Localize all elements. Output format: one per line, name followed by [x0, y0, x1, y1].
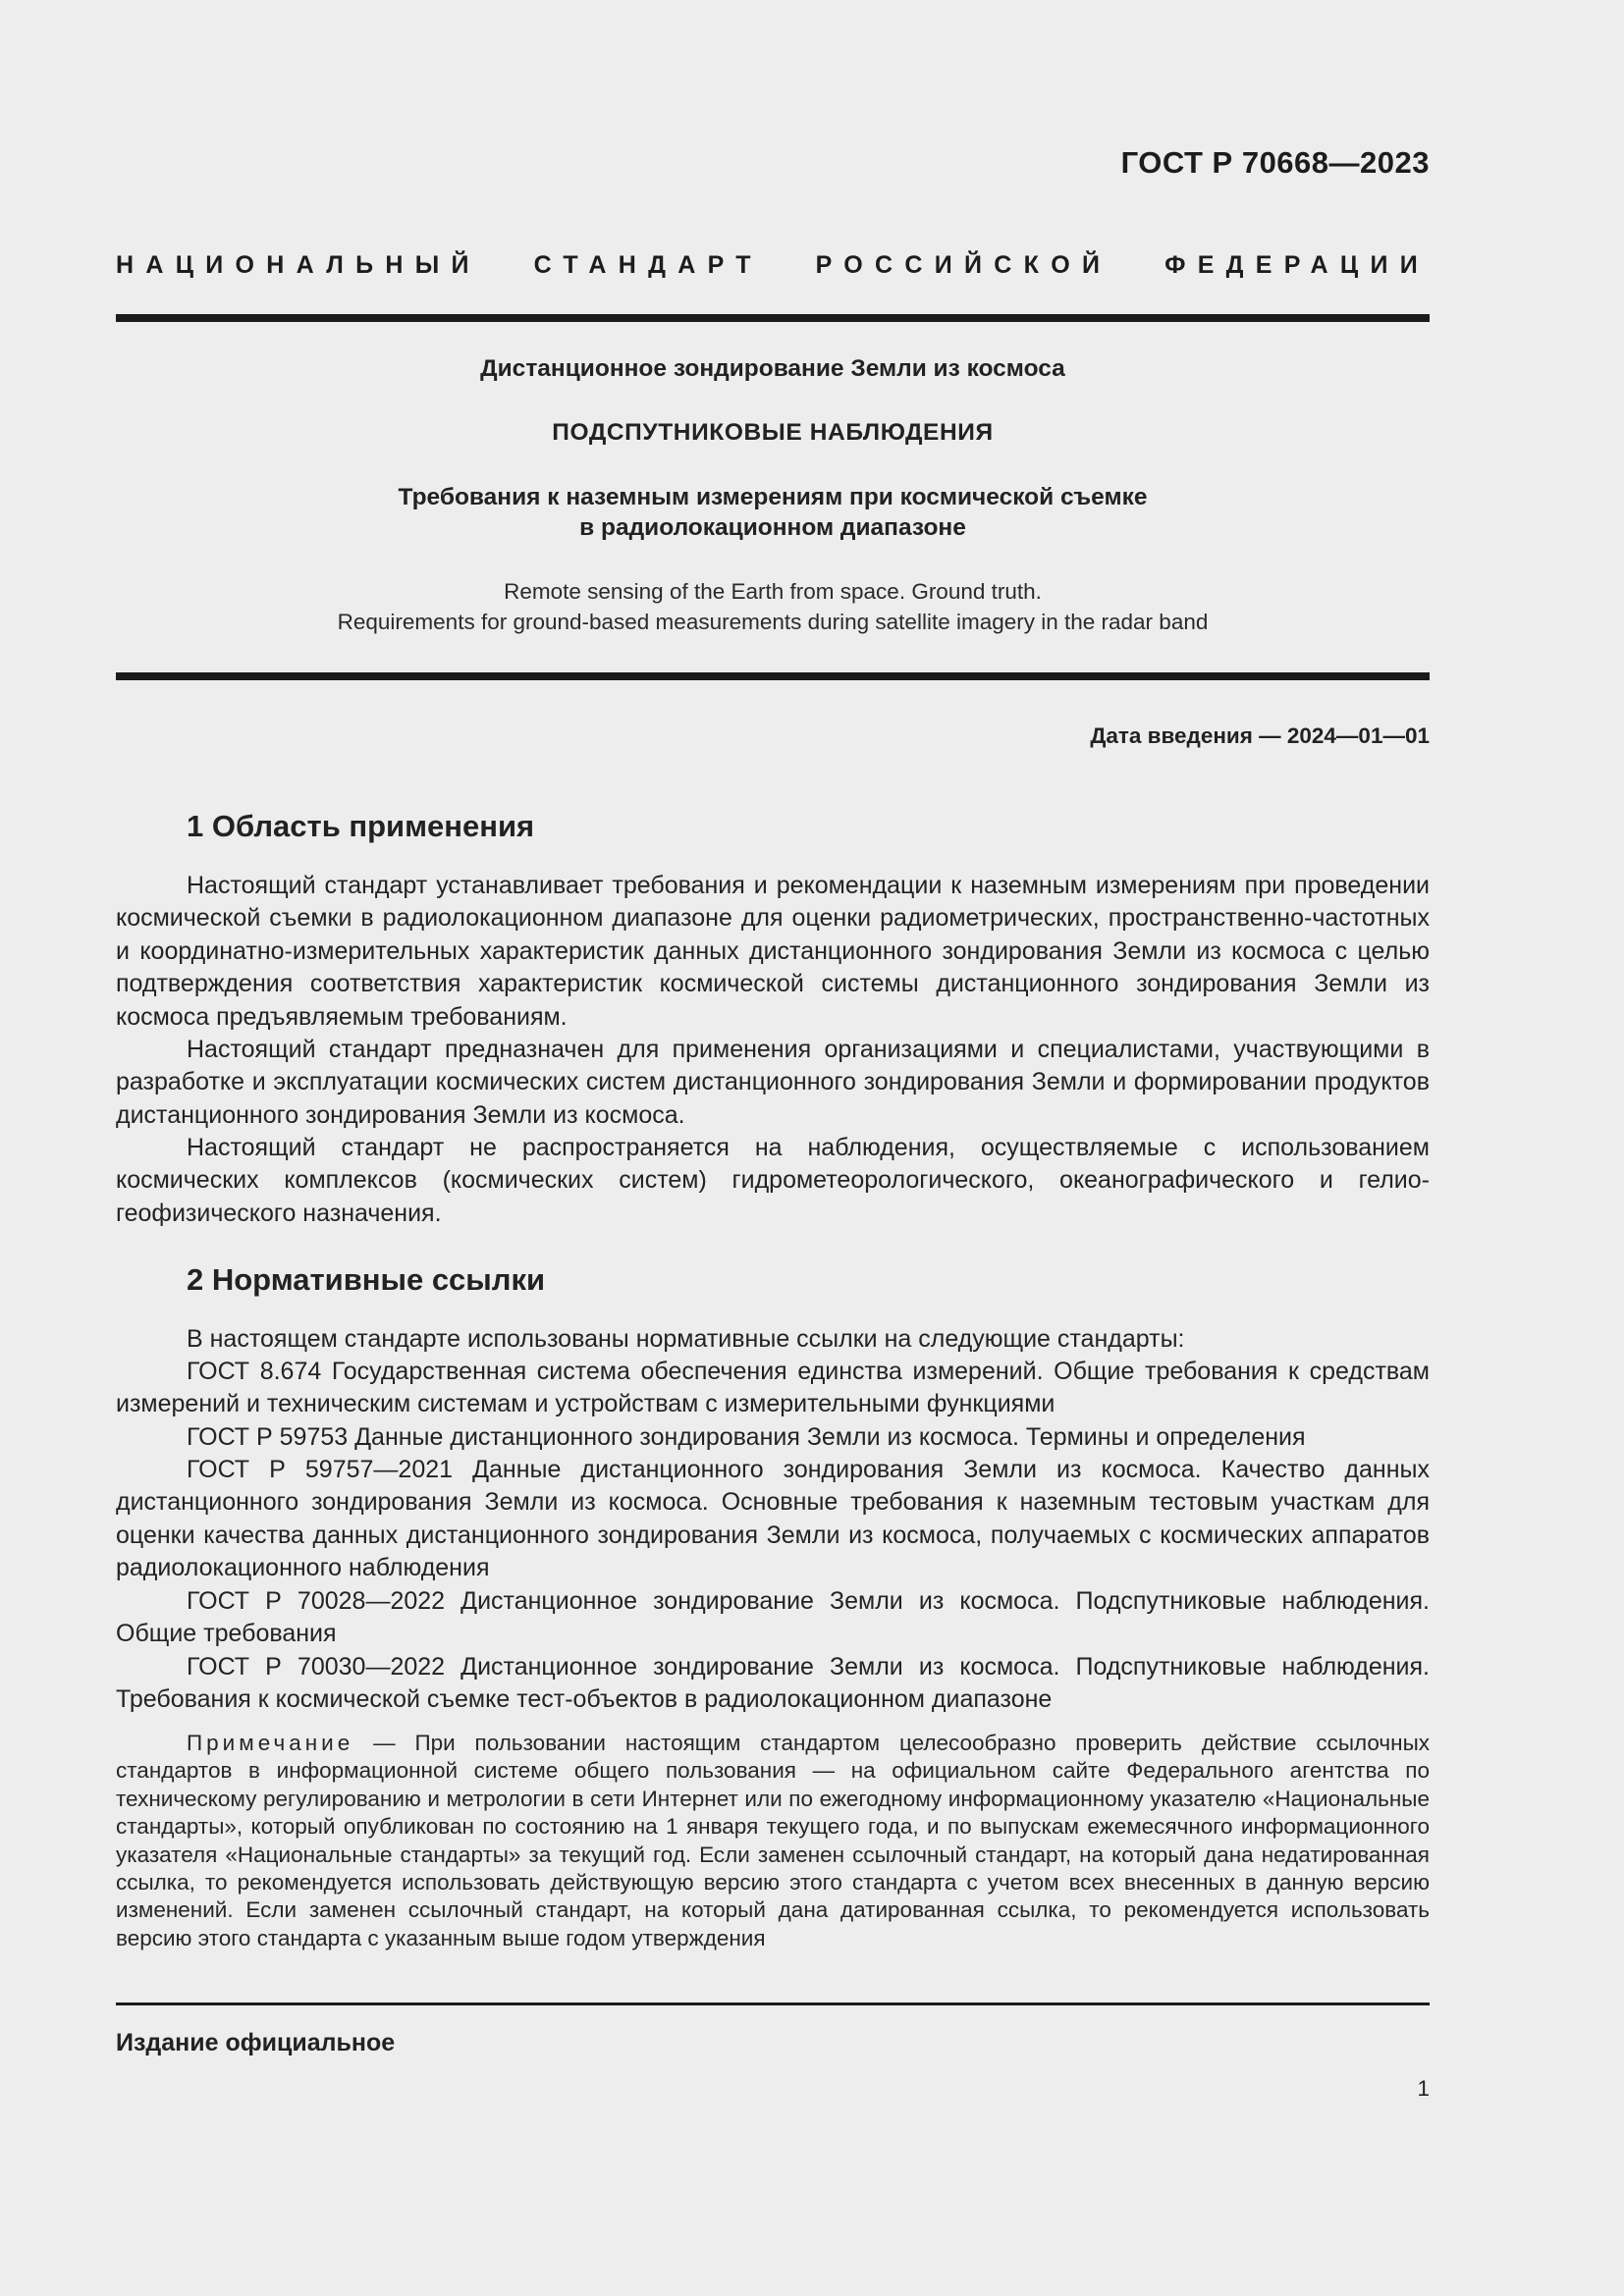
reference-item: ГОСТ Р 59757—2021 Данные дистанционного зондирования Земли из космоса. Качество данных дистанционного зондирования Земли из космоса. Основные требования к наземным тестовым участкам для оценки качества данных дистанционного зондирования Земли из космоса, получаемых с космических аппаратов радиолокационного наблюдения — [116, 1456, 1430, 1582]
reference-item: ГОСТ 8.674 Государственная система обеспечения единства измерений. Общие требования к средствам измерений и техническим системам и устройствам с измерительными функциями — [116, 1358, 1430, 1418]
title-divider — [116, 672, 1430, 680]
page-number: 1 — [1417, 2076, 1430, 2101]
section-1-heading: 1 Область применения — [187, 809, 535, 843]
note-text: — При пользовании настоящим стандартом целесообразно проверить действие ссылочных стандартов в информационной системе общего пользования — на официальном сайте Федерального агентства по техническому регулированию и метрологии в сети Интернет или по ежегодному информационному указателю «Национальные стандарты», который опубликован по состоянию на 1 января текущего года, и по выпускам ежемесячного информационного указателя «Национальные стандарты» за текущий год. Если заменен ссылочный стандарт, на который дана недатированная ссылка, то рекомендуется использовать действующую версию этого стандарта с учетом всех внесенных в данную версию изменений. Если заменен ссылочный стандарт, на который дана датированная ссылка, то рекомендуется использовать версию этого стандарта с указанным выше годом утверждения — [116, 1731, 1430, 1950]
national-standard-banner: НАЦИОНАЛЬНЫЙ СТАНДАРТ РОССИЙСКОЙ ФЕДЕРАЦИИ — [116, 251, 1430, 279]
document-title-caps: ПОДСПУТНИКОВЫЕ НАБЛЮДЕНИЯ — [552, 419, 994, 446]
reference-item: ГОСТ Р 59753 Данные дистанционного зондирования Земли из космоса. Термины и определения — [187, 1423, 1306, 1451]
section-1-paragraph-3: Настоящий стандарт не распространяется на наблюдения, осуществляемые с использованием космических комплексов (космических систем) гидрометеорологического, океанографического и гелиогеофизического назначения. — [116, 1134, 1430, 1227]
reference-item: ГОСТ Р 70028—2022 Дистанционное зондирование Земли из космоса. Подспутниковые наблюдения. Общие требования — [116, 1587, 1430, 1648]
english-title-line1: Remote sensing of the Earth from space. Ground truth. — [504, 579, 1042, 604]
document-subtitle — [116, 482, 1430, 543]
document-code: ГОСТ Р 70668—2023 — [1120, 145, 1430, 180]
references-note — [116, 1730, 1430, 1952]
english-title-line2: Requirements for ground-based measurements during satellite imagery in the radar band — [337, 610, 1209, 634]
section-2-heading: 2 Нормативные ссылки — [187, 1262, 546, 1297]
section-2-intro: В настоящем стандарте использованы нормативные ссылки на следующие стандарты: — [187, 1325, 1185, 1353]
document-subtitle-line2: в радиолокационном диапазоне — [579, 514, 966, 541]
note-label: Примечание — [187, 1731, 354, 1755]
footer-divider — [116, 2002, 1430, 2005]
official-edition-label: Издание официальное — [116, 2029, 396, 2056]
english-title — [116, 576, 1430, 637]
section-1-paragraph-1: Настоящий стандарт устанавливает требования и рекомендации к наземным измерениям при проведении космической съемки в радиолокационном диапазоне для оценки радиометрических, пространственно-частотных и координатно-измерительных характеристик данных дистанционного зондирования Земли из космоса с целью подтверждения соответствия характеристик космической системы дистанционного зондирования Земли из космоса предъявляемым требованиям. — [116, 872, 1430, 1031]
top-divider — [116, 314, 1430, 322]
introduction-date: Дата введения — 2024—01—01 — [1090, 723, 1430, 748]
document-title-main: Дистанционное зондирование Земли из космоса — [480, 355, 1065, 382]
section-1-paragraph-2: Настоящий стандарт предназначен для применения организациями и специалистами, участвующими в разработке и эксплуатации космических систем дистанционного зондирования Земли и формировании продуктов дистанционного зондирования Земли из космоса. — [116, 1036, 1430, 1129]
reference-item: ГОСТ Р 70030—2022 Дистанционное зондирование Земли из космоса. Подспутниковые наблюдения. Требования к космической съемке тест-объектов в радиолокационном диапазоне — [116, 1653, 1430, 1714]
document-subtitle-line1: Требования к наземным измерениям при космической съемке — [398, 484, 1148, 510]
